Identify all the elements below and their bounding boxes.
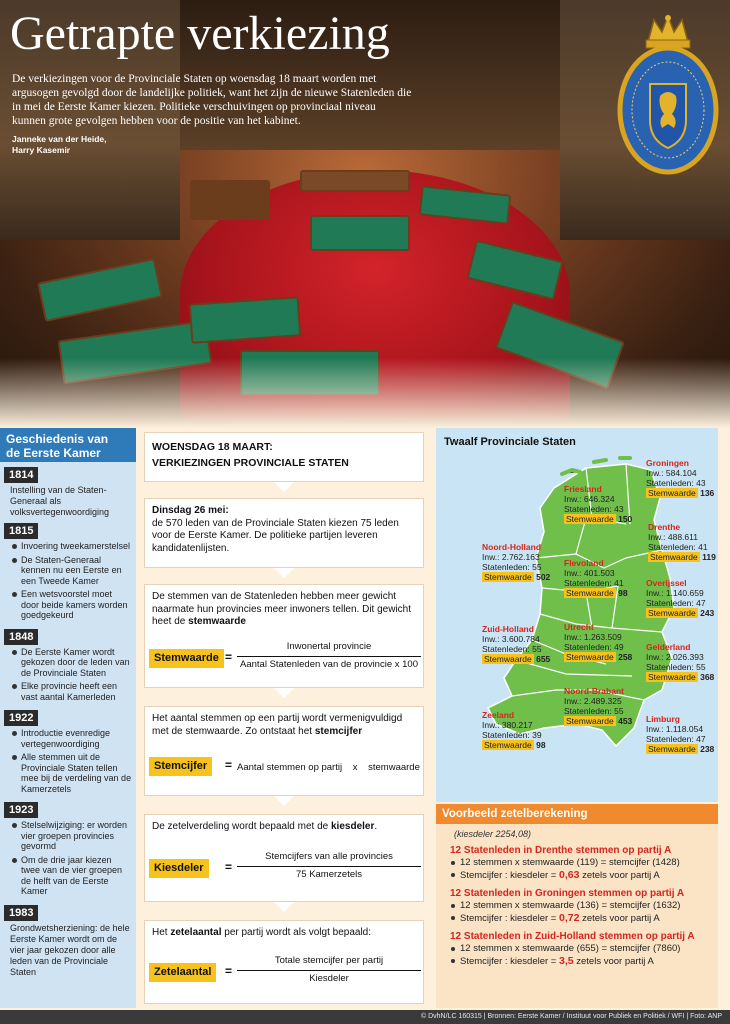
staten-value: 49 — [614, 642, 624, 652]
province-zuid-holland — [482, 624, 550, 664]
staten-label: Statenleden: — [482, 730, 530, 740]
formula-fraction — [237, 955, 421, 985]
fraction-denominator: 75 Kamerzetels — [295, 868, 362, 880]
province-name: Zuid-Holland — [482, 624, 534, 634]
example-line-part: Stemcijfer : kiesdeler = — [460, 956, 557, 967]
history-list — [0, 820, 136, 897]
example-line: 12 stemmen x stemwaarde (655) = stemcijfer (7860) — [450, 943, 712, 955]
equals-sign: = — [225, 964, 233, 978]
province-sw — [646, 672, 714, 682]
sw-value: 368 — [700, 672, 715, 682]
province-name: Zeeland — [482, 710, 515, 720]
flow-arrow — [274, 568, 294, 578]
step-text-part: Het — [152, 927, 168, 938]
province-drenthe — [648, 522, 716, 562]
staten-value: 55 — [614, 706, 624, 716]
formula-label: Stemcijfer — [149, 757, 212, 776]
sw-label: Stemwaarde — [648, 744, 696, 754]
sw-label: Stemwaarde — [566, 588, 614, 598]
page-title: Getrapte verkiezing — [10, 7, 390, 60]
province-name: Friesland — [564, 484, 602, 494]
example-line-part: Stemcijfer : kiesdeler = — [460, 870, 557, 881]
example-title: 12 Statenleden in Groningen stemmen op partij A — [450, 888, 685, 899]
formula-term: stemwaarde — [368, 762, 420, 773]
inw-label: Inw.: — [646, 724, 664, 734]
sw-value: 119 — [702, 552, 716, 562]
province-name: Drenthe — [648, 522, 681, 532]
history-item: Stelselwijziging: er worden vier groepen provincies gevormd — [12, 820, 132, 852]
sw-label: Stemwaarde — [650, 552, 698, 562]
step-text: De zetelverdeling wordt bepaald met de kiesdeler. — [152, 821, 378, 832]
step-text — [152, 927, 416, 940]
map-title: Twaalf Provinciale Staten — [444, 436, 576, 448]
formula-label: Stemwaarde — [149, 649, 224, 668]
history-item: De Staten-Generaal kennen nu een Eerste en een Tweede Kamer — [12, 555, 132, 587]
formula-term: Aantal stemmen op partij — [237, 762, 343, 773]
history-list — [0, 541, 136, 621]
province-gelderland — [646, 642, 714, 682]
example-line: 12 stemmen x stemwaarde (136) = stemcijfer (1632) — [450, 900, 712, 912]
inw-label: Inw.: — [564, 696, 582, 706]
year-badge: 1848 — [4, 629, 38, 645]
year-badge: 1815 — [4, 523, 38, 539]
province-inw — [482, 720, 546, 730]
inw-label: Inw.: — [564, 568, 582, 578]
province-zeeland — [482, 710, 546, 750]
province-sw — [564, 652, 632, 662]
example-line — [450, 912, 712, 925]
sw-label: Stemwaarde — [566, 716, 614, 726]
province-sw — [482, 572, 550, 582]
province-inw — [646, 724, 714, 734]
province-limburg — [646, 714, 714, 754]
staten-label: Statenleden: — [482, 562, 530, 572]
province-overijssel — [646, 578, 714, 618]
example-title: 12 Statenleden in Zuid-Holland stemmen op partij A — [450, 931, 695, 942]
province-sw — [482, 740, 546, 750]
credits-footer: © DvhN/LC 160315 | Bronnen: Eerste Kamer / Instituut voor Publiek en Politiek / WFI | Foto: ANP — [0, 1010, 730, 1024]
province-name: Flevoland — [564, 558, 604, 568]
province-sw — [646, 744, 714, 754]
step-text-part: Het aantal stemmen op een partij wordt vermenigvuldigd met de stemwaarde. Zo ontstaat het — [152, 713, 403, 737]
staten-label: Statenleden: — [648, 542, 696, 552]
authors — [12, 134, 107, 156]
staten-label: Statenleden: — [564, 642, 612, 652]
formula-label: Zetelaantal — [149, 963, 216, 982]
calc-title: Voorbeeld zetelberekening — [436, 804, 718, 824]
example-line-part: zetels voor partij A — [582, 913, 660, 924]
formula-label: Kiesdeler — [149, 859, 209, 878]
province-utrecht — [564, 622, 632, 662]
staten-label: Statenleden: — [646, 734, 694, 744]
staten-value: 41 — [698, 542, 708, 552]
inw-label: Inw.: — [646, 468, 664, 478]
step-election — [144, 432, 424, 482]
fraction-denominator: Kiesdeler — [309, 972, 349, 984]
hero-fade — [0, 358, 730, 428]
staten-value: 55 — [532, 644, 542, 654]
province-staten — [646, 598, 714, 608]
author-line: Janneke van der Heide, — [12, 134, 107, 144]
province-friesland — [564, 484, 632, 524]
step-kiesdeler — [144, 814, 424, 902]
province-noord-brabant — [564, 686, 632, 726]
inw-value: 646.324 — [583, 494, 615, 504]
province-inw — [564, 494, 632, 504]
history-item: Een wetsvoorstel moet door beide kamers worden goedgekeurd — [12, 589, 132, 621]
inw-value: 1.263.509 — [583, 632, 622, 642]
step-zetelaantal — [144, 920, 424, 1004]
province-staten — [564, 578, 628, 588]
province-name: Limburg — [646, 714, 680, 724]
formula-fraction — [237, 851, 421, 881]
history-list — [0, 647, 136, 703]
formula-fraction — [237, 641, 421, 671]
year-badge: 1983 — [4, 905, 38, 921]
staten-label: Statenleden: — [646, 598, 694, 608]
province-inw — [564, 632, 632, 642]
staten-value: 47 — [696, 598, 706, 608]
province-inw — [646, 588, 714, 598]
sw-label: Stemwaarde — [484, 740, 532, 750]
formula-operator: x — [352, 762, 358, 773]
step-senate-vote — [144, 498, 424, 568]
inw-label: Inw.: — [482, 552, 500, 562]
province-staten — [482, 644, 550, 654]
sw-value: 243 — [700, 608, 715, 618]
staten-label: Statenleden: — [564, 504, 612, 514]
step-date: Dinsdag 26 mei: — [152, 505, 229, 516]
intro-text: De verkiezingen voor de Provinciale Staten op woensdag 18 maart worden met argusogen gevolgd door de landelijke politiek, want het zijn de nieuwe Statenleden die in mei de Eerste Kamer kiezen. Politieke verschuivingen op provinciaal niveau kunnen grote gevolgen hebben voor de positie van het kabinet. — [12, 73, 412, 127]
step-text-part: De zetelverdeling wordt bepaald met de — [152, 821, 329, 832]
crest-icon — [616, 12, 720, 180]
sw-value: 150 — [618, 514, 633, 524]
example-lines — [450, 857, 712, 882]
inw-label: Inw.: — [646, 588, 664, 598]
province-staten — [646, 734, 714, 744]
example-line-part: zetels voor partij A — [582, 870, 660, 881]
inw-value: 380.217 — [501, 720, 533, 730]
example-lines — [450, 900, 712, 925]
formula-product — [237, 762, 420, 775]
example-line: 12 stemmen x stemwaarde (119) = stemcijfer (1428) — [450, 857, 712, 869]
province-sw — [648, 552, 716, 562]
equals-sign: = — [225, 860, 233, 874]
province-inw — [564, 568, 628, 578]
staten-value: 43 — [614, 504, 624, 514]
bench — [189, 296, 302, 344]
step-head-line: WOENSDAG 18 MAART: — [152, 441, 273, 453]
step-text-bold: stemwaarde — [188, 616, 246, 627]
step-text-part: per partij wordt als volgt bepaald: — [224, 927, 372, 938]
history-item: Elke provincie heeft een vast aantal Kamerleden — [12, 681, 132, 702]
equals-sign: = — [225, 650, 233, 664]
province-name: Noord-Holland — [482, 542, 542, 552]
sw-label: Stemwaarde — [648, 672, 696, 682]
sw-label: Stemwaarde — [566, 514, 614, 524]
staten-label: Statenleden: — [646, 662, 694, 672]
province-sw — [482, 654, 550, 664]
calc-example — [436, 844, 718, 882]
province-staten — [646, 662, 714, 672]
inw-label: Inw.: — [648, 532, 666, 542]
staten-value: 43 — [696, 478, 706, 488]
province-inw — [564, 696, 632, 706]
inw-value: 2.026.393 — [665, 652, 704, 662]
speaker-desk — [190, 180, 270, 220]
step-text — [152, 591, 416, 629]
step-stemcijfer — [144, 706, 424, 796]
presidium-desk — [300, 170, 410, 192]
kiesdeler-note: (kiesdeler 2254,08) — [454, 829, 532, 839]
history-item: Introductie evenredige vertegenwoordiging — [12, 728, 132, 749]
staten-label: Statenleden: — [482, 644, 530, 654]
inw-value: 401.503 — [583, 568, 615, 578]
province-staten — [564, 706, 632, 716]
inw-value: 584.104 — [665, 468, 697, 478]
province-staten — [646, 478, 714, 488]
history-title — [0, 428, 136, 462]
year-badge: 1814 — [4, 467, 38, 483]
province-name: Groningen — [646, 458, 689, 468]
province-staten — [482, 562, 550, 572]
history-text: Grondwetsherziening: de hele Eerste Kamer wordt om de vier jaar gekozen door alle leden van de Provinciale Staten — [10, 922, 130, 977]
province-name: Gelderland — [646, 642, 691, 652]
sw-value: 258 — [618, 652, 633, 662]
inw-value: 3.600.784 — [501, 634, 540, 644]
inw-label: Inw.: — [482, 634, 500, 644]
bench — [37, 258, 163, 322]
inw-label: Inw.: — [564, 494, 582, 504]
fraction-numerator: Inwonertal provincie — [237, 641, 421, 657]
provinces-map-panel — [436, 428, 718, 802]
step-head-line: VERKIEZINGEN PROVINCIALE STATEN — [152, 457, 349, 469]
province-sw — [564, 716, 632, 726]
staten-value: 41 — [614, 578, 624, 588]
flow-arrow — [274, 688, 294, 698]
example-line-part: zetels voor partij A — [576, 956, 654, 967]
inw-label: Inw.: — [482, 720, 500, 730]
inw-label: Inw.: — [646, 652, 664, 662]
year-badge: 1922 — [4, 710, 38, 726]
staten-value: 47 — [696, 734, 706, 744]
step-stemwaarde — [144, 584, 424, 688]
fraction-numerator: Totale stemcijfer per partij — [237, 955, 421, 971]
staten-label: Statenleden: — [564, 578, 612, 588]
history-title-line: Geschiedenis van — [6, 432, 109, 446]
flow-arrow — [274, 482, 294, 492]
province-inw — [646, 652, 714, 662]
province-groningen — [646, 458, 714, 498]
sw-label: Stemwaarde — [484, 572, 532, 582]
calc-example — [436, 930, 718, 968]
example-lines — [450, 943, 712, 968]
sw-value: 502 — [536, 572, 551, 582]
history-item: De Eerste Kamer wordt gekozen door de leden van de Provinciale Staten — [12, 647, 132, 679]
year-badge: 1923 — [4, 802, 38, 818]
inw-value: 2.762.163 — [501, 552, 540, 562]
province-inw — [646, 468, 714, 478]
history-column — [0, 428, 136, 1008]
author-line: Harry Kasemir — [12, 145, 71, 155]
equals-sign: = — [225, 758, 233, 772]
province-staten — [482, 730, 546, 740]
staten-value: 39 — [532, 730, 542, 740]
province-sw — [564, 514, 632, 524]
example-result: 0,63 — [559, 869, 580, 881]
example-title: 12 Statenleden in Drenthe stemmen op partij A — [450, 845, 672, 856]
province-name: Overijssel — [646, 578, 687, 588]
step-text-part: De stemmen van de Statenleden hebben meer gewicht naarmate hun provincies meer inwoners tellen. Dit gewicht heet de — [152, 591, 412, 627]
sw-label: Stemwaarde — [648, 488, 696, 498]
inw-value: 1.140.659 — [665, 588, 704, 598]
sw-label: Stemwaarde — [484, 654, 532, 664]
province-staten — [564, 642, 632, 652]
history-item: Invoering tweekamerstelsel — [12, 541, 132, 552]
province-noord-holland — [482, 542, 550, 582]
sw-value: 98 — [536, 740, 546, 750]
step-text — [152, 713, 416, 738]
inw-value: 2.489.325 — [583, 696, 622, 706]
sw-value: 136 — [700, 488, 715, 498]
step-text-bold: kiesdeler — [331, 821, 375, 832]
province-name: Noord-Brabant — [564, 686, 624, 696]
staten-value: 55 — [532, 562, 542, 572]
province-staten — [648, 542, 716, 552]
sw-label: Stemwaarde — [566, 652, 614, 662]
inw-value: 1.118.054 — [665, 724, 704, 734]
step-text: de 570 leden van de Provinciale Staten kiezen 75 leden voor de Eerste Kamer. De politieke partijen leveren kandidatenlijsten. — [152, 517, 399, 554]
fraction-denominator: Aantal Statenleden van de provincie x 100 — [240, 658, 418, 670]
province-name: Utrecht — [564, 622, 594, 632]
province-sw — [646, 488, 714, 498]
example-line — [450, 955, 712, 968]
calc-example — [436, 887, 718, 925]
province-sw — [646, 608, 714, 618]
bench — [310, 215, 410, 251]
procedure-flow — [140, 428, 430, 1008]
flow-arrow — [274, 796, 294, 806]
sw-value: 238 — [700, 744, 715, 754]
example-line-part: Stemcijfer : kiesdeler = — [460, 913, 557, 924]
province-flevoland — [564, 558, 628, 598]
province-inw — [648, 532, 716, 542]
flow-arrow — [274, 902, 294, 912]
sw-value: 98 — [618, 588, 628, 598]
history-item: Om de drie jaar kiezen twee van de vier groepen de helft van de Eerste Kamer — [12, 855, 132, 897]
history-text: Instelling van de Staten-Generaal als volksvertegenwoordiging — [10, 485, 110, 517]
inw-value: 488.611 — [667, 532, 698, 542]
province-staten — [564, 504, 632, 514]
history-title-line: de Eerste Kamer — [6, 446, 101, 460]
inw-label: Inw.: — [564, 632, 582, 642]
example-result: 0,72 — [559, 912, 580, 924]
seat-calculation-example — [436, 804, 718, 1008]
province-inw — [482, 634, 550, 644]
fraction-numerator: Stemcijfers van alle provincies — [237, 851, 421, 867]
step-text-bold: stemcijfer — [314, 725, 363, 737]
province-sw — [564, 588, 628, 598]
example-result: 3,5 — [559, 955, 574, 967]
staten-label: Statenleden: — [564, 706, 612, 716]
step-text-bold: zetelaantal — [170, 927, 222, 938]
sw-value: 655 — [536, 654, 551, 664]
history-item: Alle stemmen uit de Provinciale Staten tellen mee bij de verdeling van de Kamerzetels — [12, 752, 132, 794]
staten-value: 55 — [696, 662, 706, 672]
example-line — [450, 869, 712, 882]
province-inw — [482, 552, 550, 562]
history-list — [0, 728, 136, 794]
sw-value: 453 — [618, 716, 633, 726]
sw-label: Stemwaarde — [648, 608, 696, 618]
staten-label: Statenleden: — [646, 478, 694, 488]
